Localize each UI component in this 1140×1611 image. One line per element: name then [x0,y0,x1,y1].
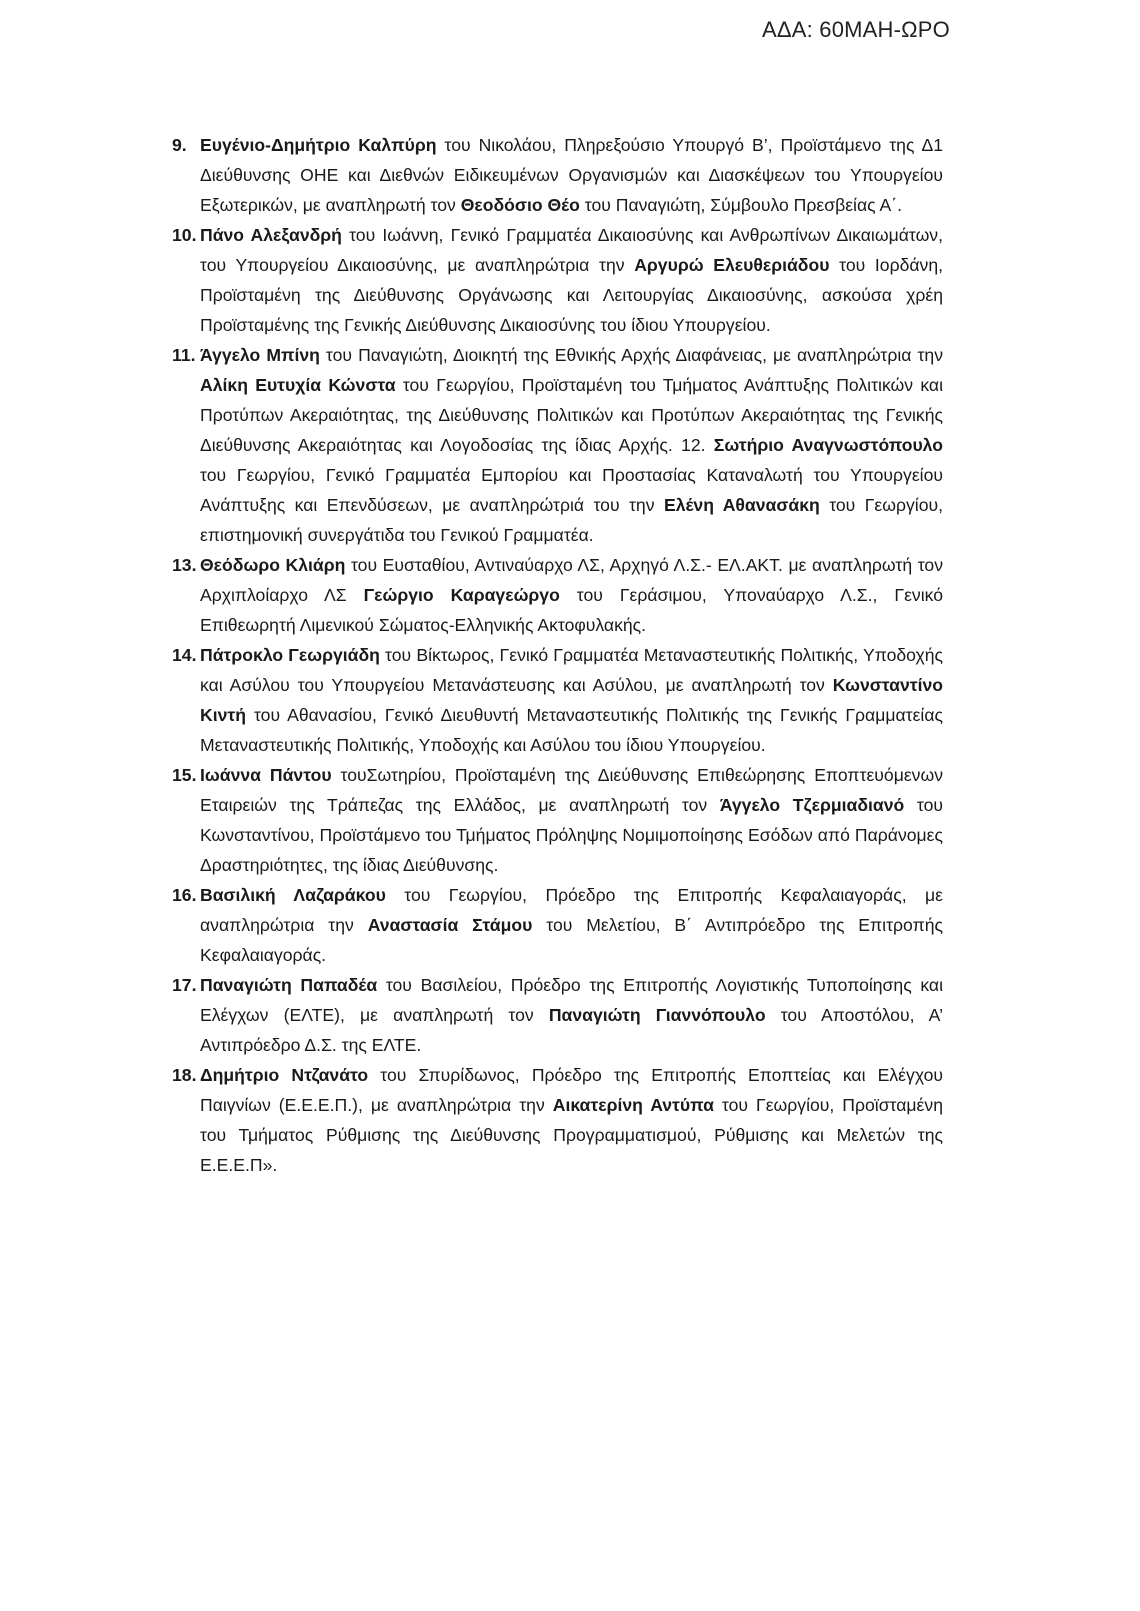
text-run: του Ιορδάνη, Προϊσταμένη της Διεύθυνσης Οργάνωσης και Λειτουργίας Δικαιοσύνης, ασκούσα χρέη Προϊσταμένης της Γενικής Διεύθυνσης Δικαιοσύνης του ίδιου Υπουργείου. [200,255,944,335]
person-name: Σωτήριο Αναγνωστόπουλο [713,435,943,455]
person-name: Δημήτριο Ντζανάτο [200,1065,369,1085]
item-text [200,225,943,335]
item-text [200,345,943,545]
item-number: 14. [172,645,197,665]
text-run: του Γεωργίου, Προϊσταμένη του Τμήματος Ανάπτυξης Πολιτικών και Προτύπων Ακεραιότητας, της Διεύθυνσης Πολιτικών και Προτύπων Ακεραιότητας της Γενικής Διεύθυνσης Ακεραιότητας και Λογοδοσίας της ίδιας Αρχής. [200,375,943,455]
person-name: Άγγελο Μπίνη [200,345,320,365]
person-name: Βασιλική Λαζαράκου [200,885,386,905]
item-number: 13. [172,555,197,575]
person-name: Αναστασία Στάμου [367,915,533,935]
person-name: Ευγένιο-Δημήτριο Καλπύρη [200,135,437,155]
item-text [200,885,943,965]
item-number: 18. [172,1065,197,1085]
person-name: Θεόδωρο Κλιάρη [200,555,346,575]
person-name: Κωνσταντίνο Κιντή [200,675,943,725]
list-item [172,130,943,220]
person-name: Αικατερίνη Αντύπα [552,1095,714,1115]
item-number: 10. [172,225,197,245]
text-run: του Γεωργίου, Πρόεδρο της Επιτροπής Κεφαλαιαγοράς, με αναπληρώτρια την [200,885,943,935]
text-run: του Γεωργίου, Προϊσταμένη του Τμήματος Ρύθμισης της Διεύθυνσης Προγραμματισμού, Ρύθμισης και Μελετών της Ε.Ε.Ε.Π». [200,1095,943,1175]
text-run: του Μελετίου, Β΄ Αντιπρόεδρο της Επιτροπής Κεφαλαιαγοράς. [200,915,943,965]
person-name: Παναγιώτη Παπαδέα [200,975,378,995]
text-run: τουΣωτηρίου, Προϊσταμένη της Διεύθυνσης Επιθεώρησης Εποπτευόμενων Εταιρειών της Τράπεζας της Ελλάδος, με αναπληρωτή τον [200,765,944,815]
item-number: 16. [172,885,197,905]
list-item [172,550,943,640]
document-body [172,130,943,1180]
item-text [200,555,943,635]
item-text [200,765,943,875]
list-item [172,760,943,880]
person-name: Παναγιώτη Γιαννόπουλο [548,1005,766,1025]
list-item [172,1060,943,1180]
text-run: του Γεωργίου, Γενικό Γραμματέα Εμπορίου και Προστασίας Καταναλωτή του Υπουργείου Ανάπτυξης και Επενδύσεων, με αναπληρώτριά του την [200,465,943,515]
ada-identifier: ΑΔΑ: 60ΜΑΗ-ΩΡΟ [762,17,950,42]
person-name: Άγγελο Τζερμιαδιανό [719,795,905,815]
person-name: Θεοδόσιο Θέο [460,195,580,215]
list-item [172,220,943,340]
item-number: 15. [172,765,197,785]
person-name: Πάνο Αλεξανδρή [200,225,342,245]
person-name: Ιωάννα Πάντου [200,765,332,785]
text-run: του Αθανασίου, Γενικό Διευθυντή Μεταναστευτικής Πολιτικής της Γενικής Γραμματείας Μεταναστευτικής Πολιτικής, Υποδοχής και Ασύλου του ίδιου Υπουργείου. [200,705,943,755]
item-text [200,1065,943,1175]
person-name: Ελένη Αθανασάκη [663,495,820,515]
person-name: Αργυρώ Ελευθεριάδου [634,255,830,275]
text-run: του Βίκτωρος, Γενικό Γραμματέα Μεταναστευτικής Πολιτικής, Υποδοχής και Ασύλου του Υπουργείου Μετανάστευσης και Ασύλου, με αναπληρωτή τον [200,645,943,695]
text-run: του Νικολάου, Πληρεξούσιο Υπουργό Β’, Προϊστάμενο της Δ1 Διεύθυνσης ΟΗΕ και Διεθνών Ειδικευμένων Οργανισμών και Διασκέψεων του Υπουργείου Εξωτερικών, με αναπληρωτή τον [200,135,944,215]
item-number: 17. [172,975,197,995]
text-run: του Σπυρίδωνος, Πρόεδρο της Επιτροπής Εποπτείας και Ελέγχου Παιγνίων (Ε.Ε.Ε.Π.), με αναπληρώτρια την [200,1065,943,1115]
text-run: του Ιωάννη, Γενικό Γραμματέα Δικαιοσύνης και Ανθρωπίνων Δικαιωμάτων, του Υπουργείου Δικαιοσύνης, με αναπληρώτρια την [200,225,943,275]
list-item [172,880,943,970]
item-text [200,645,943,755]
person-name: Γεώργιο Καραγεώργο [363,585,560,605]
item-text [200,975,943,1055]
list-item [172,340,943,550]
text-run: του Γεράσιμου, Υποναύαρχο Λ.Σ., Γενικό Επιθεωρητή Λιμενικού Σώματος-Ελληνικής Ακτοφυλακής. [200,585,943,635]
text-run [706,435,714,455]
list-item [172,970,943,1060]
person-name: Αλίκη Ευτυχία Κώνστα [200,375,396,395]
list-item [172,640,943,760]
item-number: 11. [172,345,196,365]
text-run: του Αποστόλου, Α’ Αντιπρόεδρο Δ.Σ. της ΕΛΤΕ. [200,1005,943,1055]
text-run: του Κωνσταντίνου, Προϊστάμενο του Τμήματος Πρόληψης Νομιμοποίησης Εσόδων από Παράνομες Δραστηριότητες, της ίδιας Διεύθυνσης. [200,795,943,875]
text-run: του Ευσταθίου, Αντιναύαρχο ΛΣ, Αρχηγό Λ.Σ.- ΕΛ.ΑΚΤ. με αναπληρωτή τον Αρχιπλοίαρχο ΛΣ [200,555,943,605]
person-name: Πάτροκλο Γεωργιάδη [200,645,380,665]
item-number: 9. [172,135,187,155]
text-run: του Γεωργίου, επιστημονική συνεργάτιδα του Γενικού Γραμματέα. [200,495,944,545]
item-text [200,135,943,215]
text-run: του Βασιλείου, Πρόεδρο της Επιτροπής Λογιστικής Τυποποίησης και Ελέγχων (ΕΛΤΕ), με αναπληρωτή τον [200,975,943,1025]
text-run: του Παναγιώτη, Σύμβουλο Πρεσβείας Α΄. [579,195,902,215]
text-run: 12. [681,435,706,455]
text-run: του Παναγιώτη, Διοικητή της Εθνικής Αρχής Διαφάνειας, με αναπληρώτρια την [319,345,943,365]
